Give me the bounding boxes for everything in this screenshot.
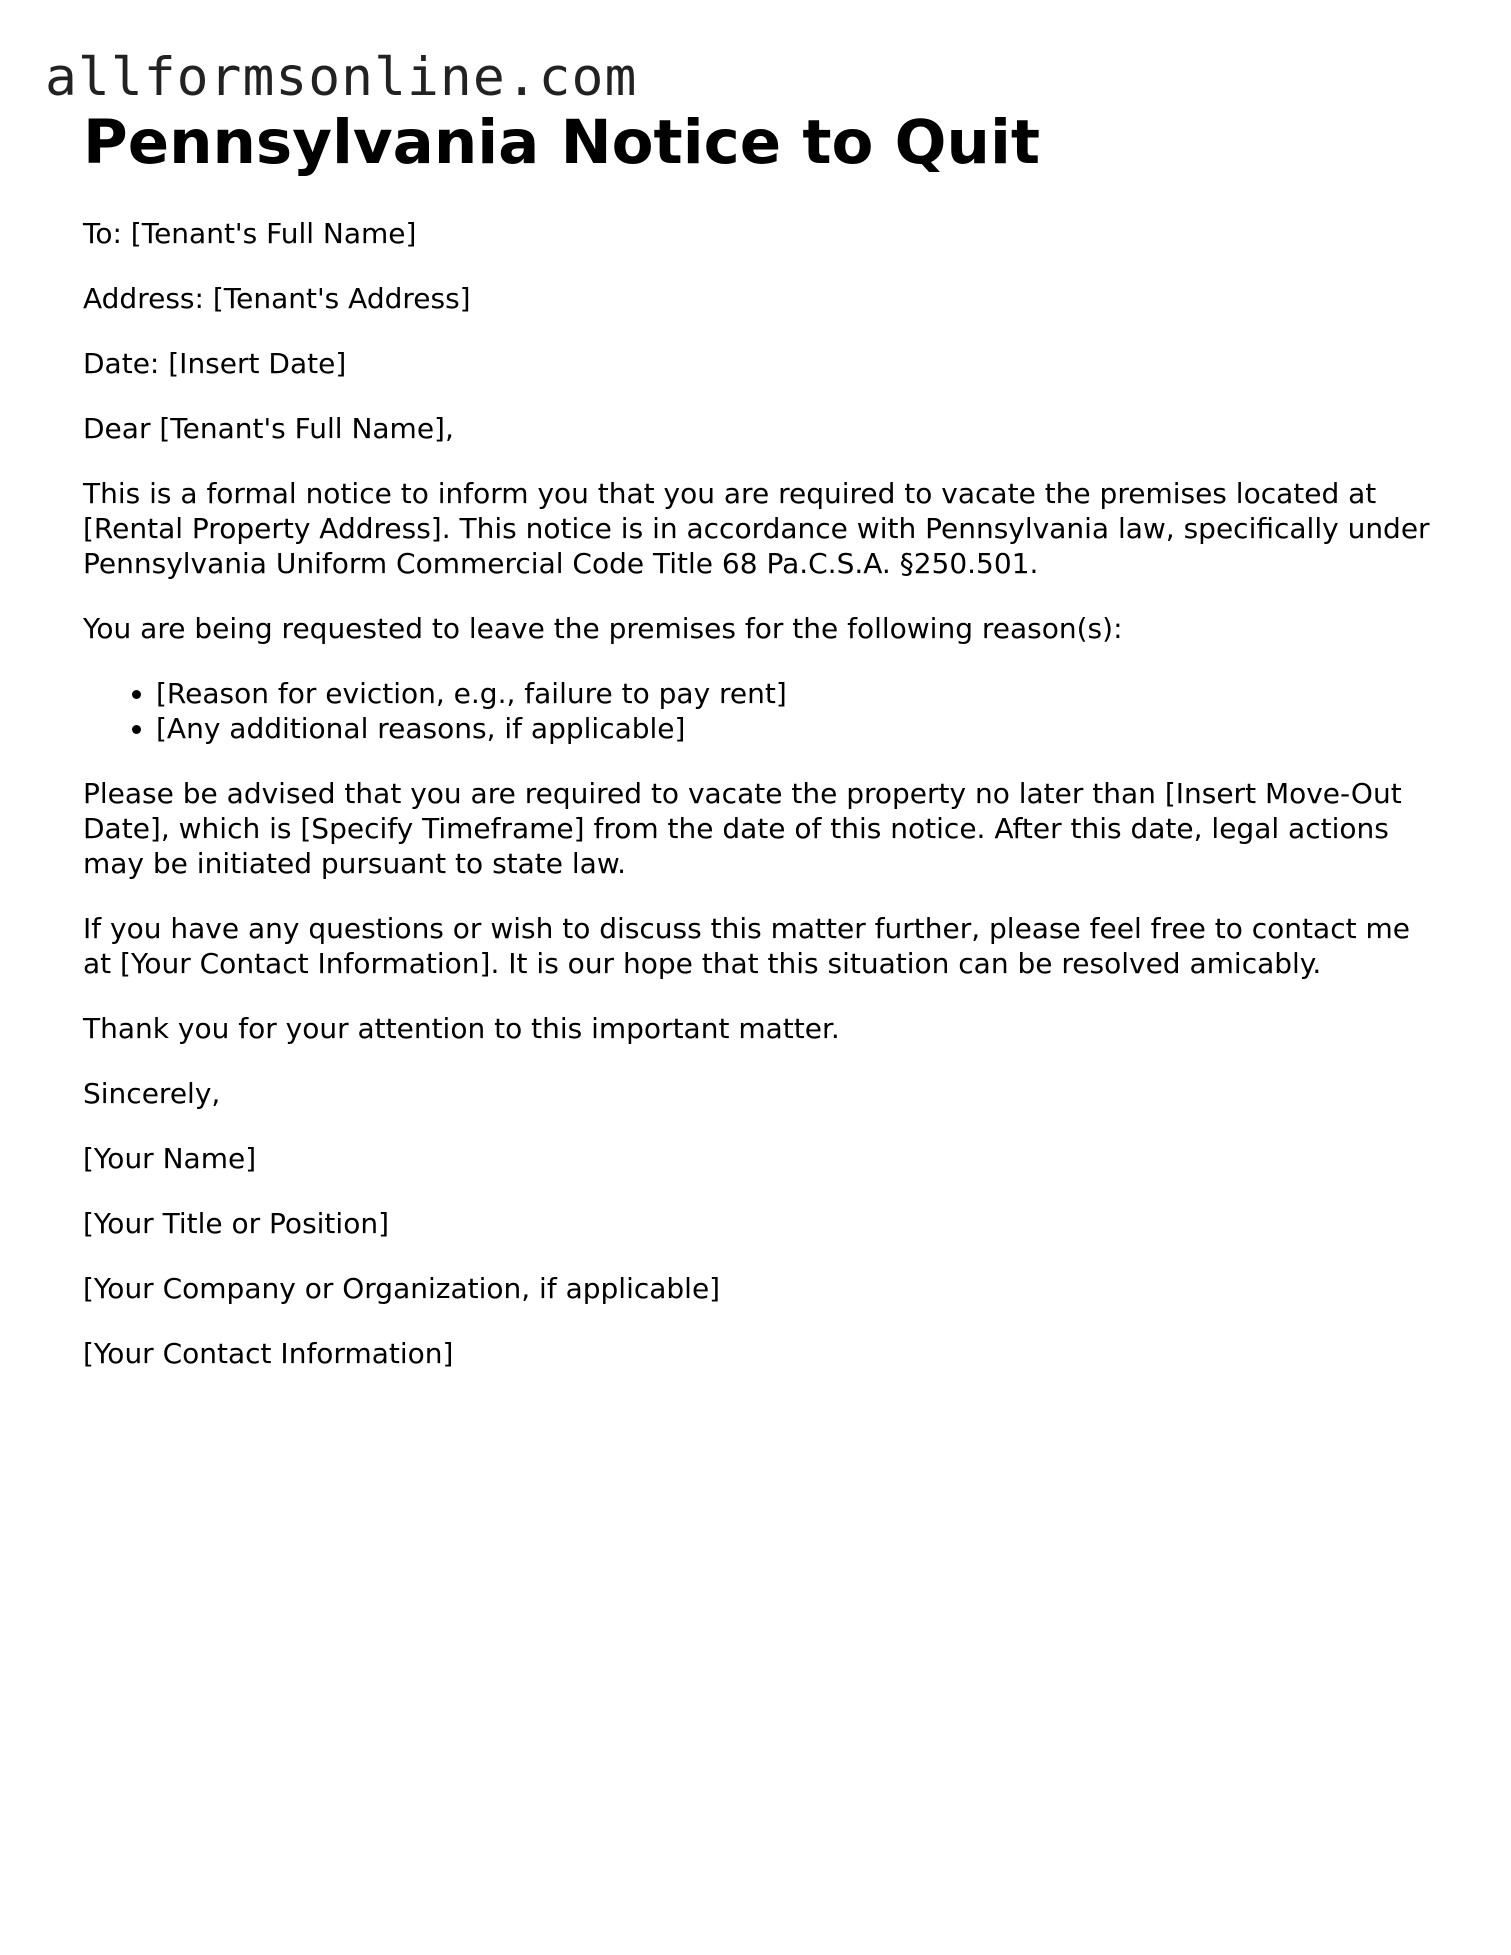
thanks-paragraph: Thank you for your attention to this important matter.: [83, 1012, 840, 1045]
deadline-paragraph: Please be advised that you are required to vacate the property no later than [Insert Move-Out Date], which is [Specify Timeframe] from the date of this notice. After this date, legal actions may be initiated pursuant to state law.: [83, 777, 1402, 880]
reason-item: • [Any additional reasons, if applicable]: [156, 711, 1433, 746]
closing: Sincerely,: [83, 1077, 221, 1110]
signature-contact: [Your Contact Information]: [83, 1337, 454, 1370]
reasons-list: [83, 676, 1433, 746]
salutation: Dear [Tenant's Full Name],: [83, 412, 454, 445]
date-field: Date: [Insert Date]: [83, 347, 347, 380]
document-title: Pennsylvania Notice to Quit: [83, 107, 1041, 178]
reasons-intro: You are being requested to leave the premises for the following reason(s):: [83, 612, 1123, 645]
signature-title: [Your Title or Position]: [83, 1207, 389, 1240]
reason-item: • [Reason for eviction, e.g., failure to pay rent]: [156, 676, 1433, 711]
intro-paragraph: This is a formal notice to inform you that you are required to vacate the premises located at [Rental Property Address]. This notice is in accordance with Pennsylvania law, specifically under Pennsylvania Uniform Commercial Code Title 68 Pa.C.S.A. §250.501.: [83, 477, 1430, 580]
signature-name: [Your Name]: [83, 1142, 257, 1175]
to-field: To: [Tenant's Full Name]: [83, 217, 417, 250]
contact-paragraph: If you have any questions or wish to discuss this matter further, please feel free to contact me at [Your Contact Information]. It is our hope that this situation can be resolved amicably.: [83, 912, 1410, 980]
address-field: Address: [Tenant's Address]: [83, 282, 471, 315]
site-watermark: allformsonline.com: [45, 47, 638, 108]
notice-document: [83, 108, 1433, 1401]
signature-company: [Your Company or Organization, if applicable]: [83, 1272, 721, 1305]
